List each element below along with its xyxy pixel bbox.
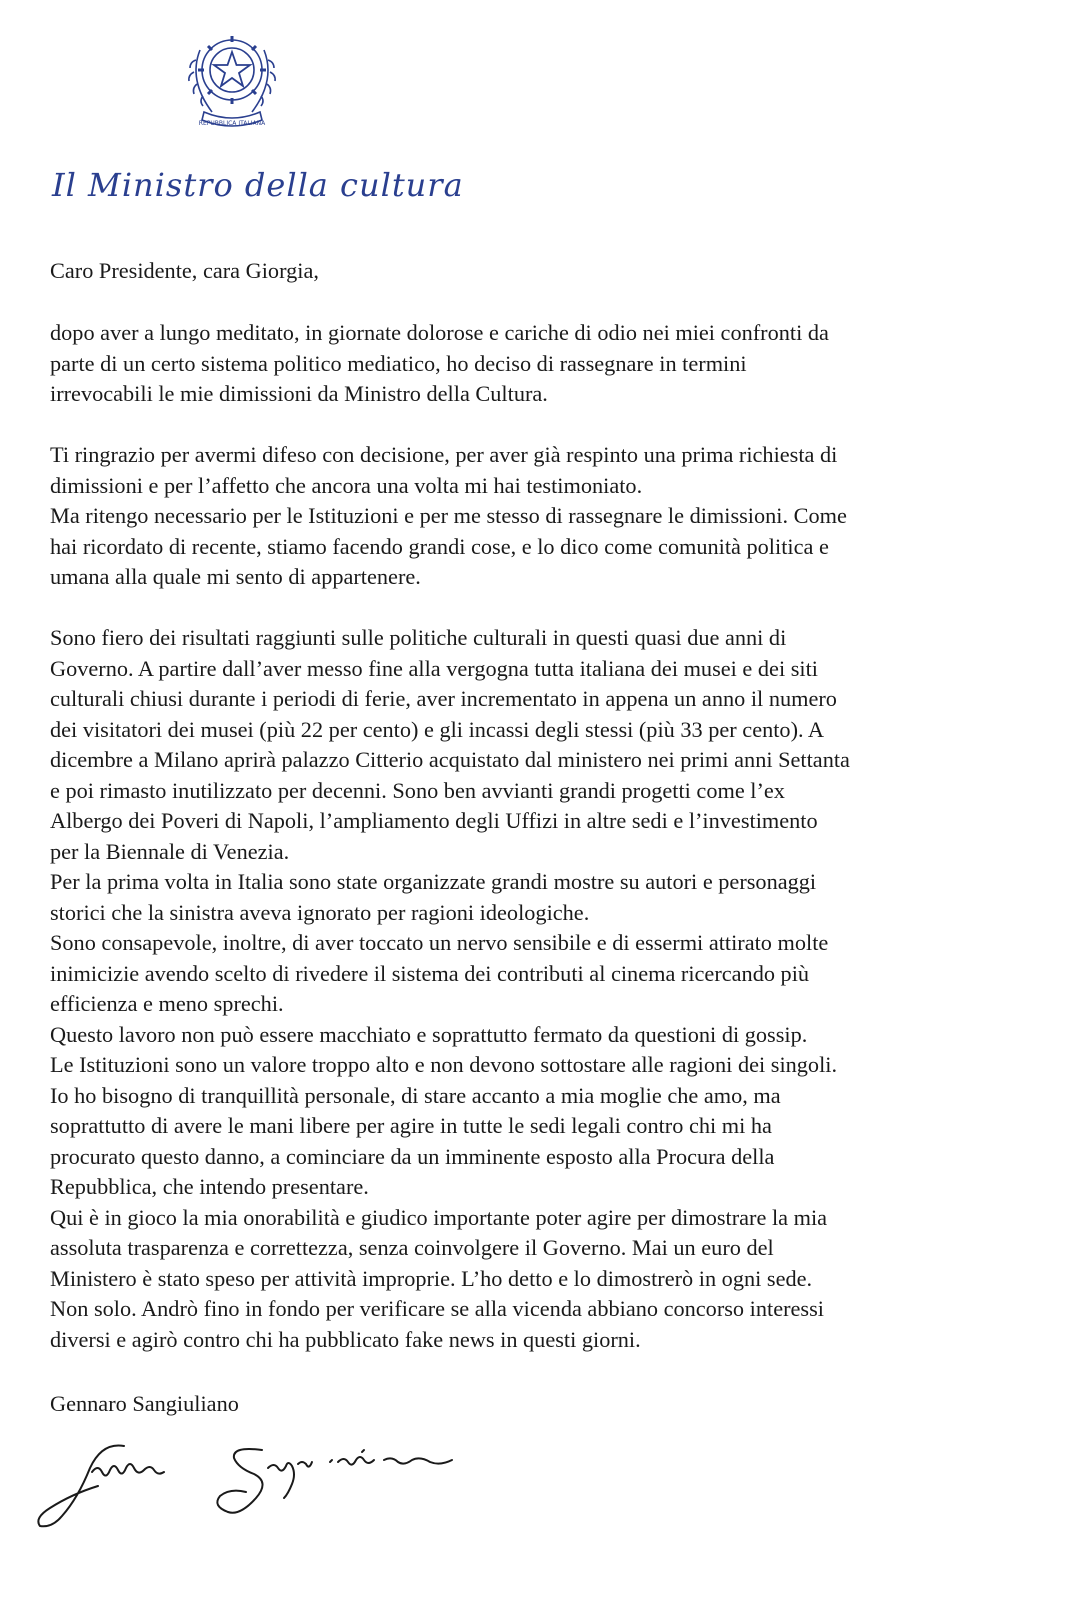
text-line: Repubblica, che intendo presentare. [50, 1174, 369, 1199]
text-line: Albergo dei Poveri di Napoli, l’ampliamento degli Uffizi in altre sedi e l’investimento [50, 808, 818, 833]
text-line: Questo lavoro non può essere macchiato e soprattutto fermato da questioni di gossip. [50, 1021, 808, 1047]
text-line: hai ricordato di recente, stiamo facendo grandi cose, e lo dico come comunità politica e [50, 533, 829, 559]
text-line: dimissioni e per l’affetto che ancora una volta mi hai testimoniato. [50, 472, 643, 498]
ministry-heading: Il Ministro della cultura [52, 166, 464, 204]
text-line: diversi e agirò contro chi ha pubblicato fake news in questi giorni. [50, 1326, 641, 1352]
text-line: storici che la sinistra aveva ignorato per ragioni ideologiche. [50, 899, 590, 925]
text-line: irrevocabili le mie dimissioni da Ministro della Cultura. [50, 381, 548, 406]
emblem-ribbon-text: REPUBBLICA ITALIANA [198, 120, 266, 127]
text-line: Ministero è stato speso per attività improprie. L’ho detto e lo dimostrerò in ogni sede. [50, 1265, 813, 1291]
text-line: Qui è in gioco la mia onorabilità e giudico importante poter agire per dimostrare la mia [50, 1204, 828, 1230]
text-line: umana alla quale mi sento di appartenere. [50, 564, 421, 589]
text-line: inimicizie avendo scelto di rivedere il sistema dei contributi al cinema ricercando più [50, 960, 810, 986]
paragraph-1 [50, 318, 1030, 410]
text-line: dicembre a Milano aprirà palazzo Citterio acquistato dal ministero nei primi anni Settanta [50, 747, 850, 772]
text-line: efficienza e meno sprechi. [50, 991, 284, 1016]
handwritten-signature [32, 1428, 492, 1538]
paragraph-3 [50, 623, 1030, 1355]
text-line: Le Istituzioni sono un valore troppo alto e non devono sottostare alle ragioni dei singoli. [50, 1052, 838, 1077]
text-line: Sono fiero dei risultati raggiunti sulle politiche culturali in questi quasi due anni di [50, 625, 787, 650]
text-line: Ti ringrazio per avermi difeso con decisione, per aver già respinto una prima richiesta di [50, 442, 838, 467]
text-line: culturali chiusi durante i periodi di ferie, aver incrementato in appena un anno il numero [50, 686, 837, 711]
text-line: parte di un certo sistema politico mediatico, ho deciso di rassegnare in termini [50, 350, 747, 376]
signatory-name: Gennaro Sangiuliano [50, 1391, 239, 1416]
text-line: soprattutto di avere le mani libere per agire in tutte le sedi legali contro chi mi ha [50, 1113, 772, 1138]
paragraph-2 [50, 440, 1030, 593]
text-line: per la Biennale di Venezia. [50, 838, 290, 864]
text-line: procurato questo danno, a cominciare da un imminente esposto alla Procura della [50, 1143, 775, 1169]
text-line: Non solo. Andrò fino in fondo per verificare se alla vicenda abbiano concorso interessi [50, 1296, 824, 1321]
text-line: Ma ritengo necessario per le Istituzioni e per me stesso di rassegnare le dimissioni. Come [50, 503, 847, 528]
text-line: dopo aver a lungo meditato, in giornate dolorose e cariche di odio nei miei confronti da [50, 320, 829, 345]
text-line: Governo. A partire dall’aver messo fine alla vergogna tutta italiana dei musei e dei siti [50, 655, 818, 681]
text-line: Per la prima volta in Italia sono state organizzate grandi mostre su autori e personaggi [50, 869, 817, 894]
text-line: Io ho bisogno di tranquillità personale, di stare accanto a mia moglie che amo, ma [50, 1082, 781, 1108]
text-line: assoluta trasparenza e correttezza, senza coinvolgere il Governo. Mai un euro del [50, 1235, 774, 1260]
text-line: dei visitatori dei musei (più 22 per cento) e gli incassi degli stessi (più 33 per cento). A [50, 716, 825, 742]
italian-republic-emblem [182, 20, 282, 135]
text-line: Sono consapevole, inoltre, di aver toccato un nervo sensibile e di essermi attirato molte [50, 930, 829, 955]
text-line: e poi rimasto inutilizzato per decenni. Sono ben avvianti grandi progetti come l’ex [50, 777, 785, 803]
salutation: Caro Presidente, cara Giorgia, [50, 258, 319, 283]
